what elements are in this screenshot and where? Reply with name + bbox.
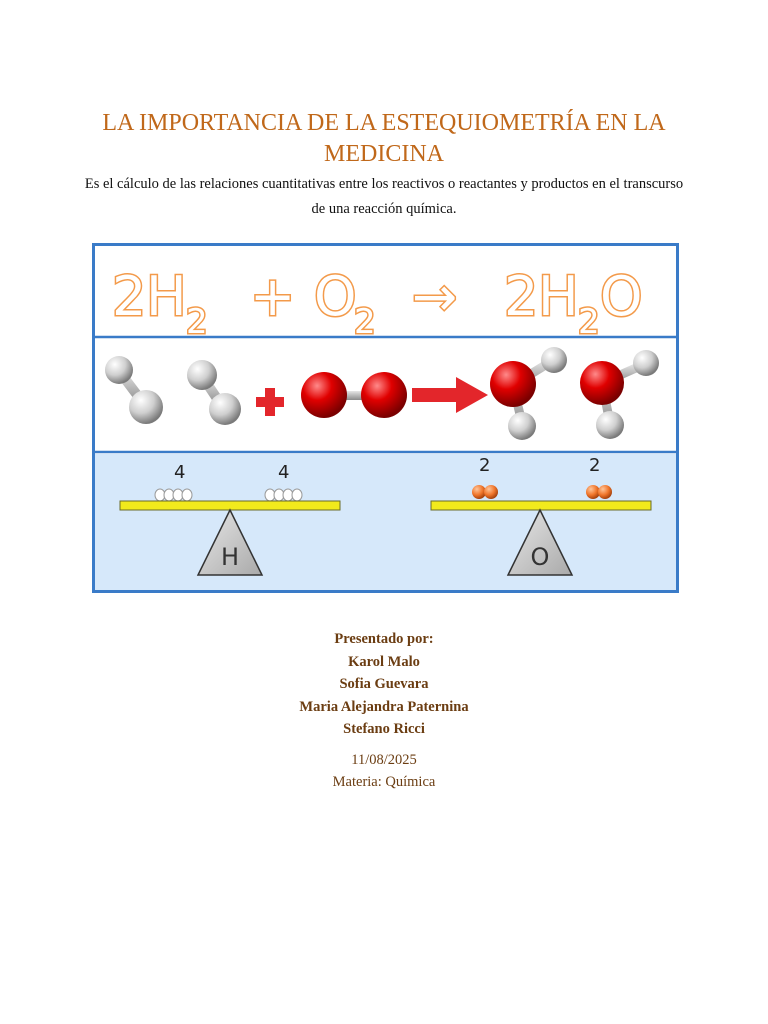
subject-line: Materia: Química bbox=[332, 774, 436, 790]
reaction-arrow: → bbox=[412, 265, 458, 328]
reaction-illustration bbox=[92, 243, 679, 593]
author-name: Karol Malo bbox=[348, 653, 420, 670]
document-title: LA IMPORTANCIA DE LA ESTEQUIOMETRÍA EN LA MEDICINA bbox=[102, 110, 666, 167]
author-name: Sofia Guevara bbox=[339, 676, 429, 692]
stoichiometry-figure bbox=[92, 243, 679, 593]
reactant2-symbol: O bbox=[314, 265, 357, 328]
o-left-count: 2 bbox=[479, 455, 491, 476]
document-date: 11/08/2025 bbox=[351, 751, 417, 768]
o-balance-label: O bbox=[530, 543, 550, 571]
o-right-count: 2 bbox=[589, 455, 601, 476]
product-symbol-h: H bbox=[538, 265, 579, 328]
h-right-count: 4 bbox=[278, 462, 290, 483]
reactant1-coefficient: 2 bbox=[112, 265, 147, 328]
reactant1-subscript: 2 bbox=[186, 302, 208, 342]
reactant2-subscript: 2 bbox=[354, 302, 376, 342]
product-coefficient: 2 bbox=[504, 265, 539, 328]
h-balance-label: H bbox=[220, 543, 240, 571]
plus-sign: + bbox=[250, 265, 296, 328]
credits-block bbox=[184, 628, 584, 794]
reactant1-symbol: H bbox=[146, 265, 187, 328]
author-name: Stefano Ricci bbox=[343, 721, 425, 737]
document-subtitle: Es el cálculo de las relaciones cuantitativas entre los reactivos o reactantes y productos en el transcurso de una reacción química. bbox=[84, 176, 684, 217]
author-name: Maria Alejandra Paternina bbox=[299, 698, 469, 715]
product-symbol-o: O bbox=[600, 265, 643, 328]
product-subscript: 2 bbox=[578, 302, 600, 342]
h-left-count: 4 bbox=[174, 462, 186, 483]
presented-by-label: Presentado por: bbox=[334, 631, 434, 647]
